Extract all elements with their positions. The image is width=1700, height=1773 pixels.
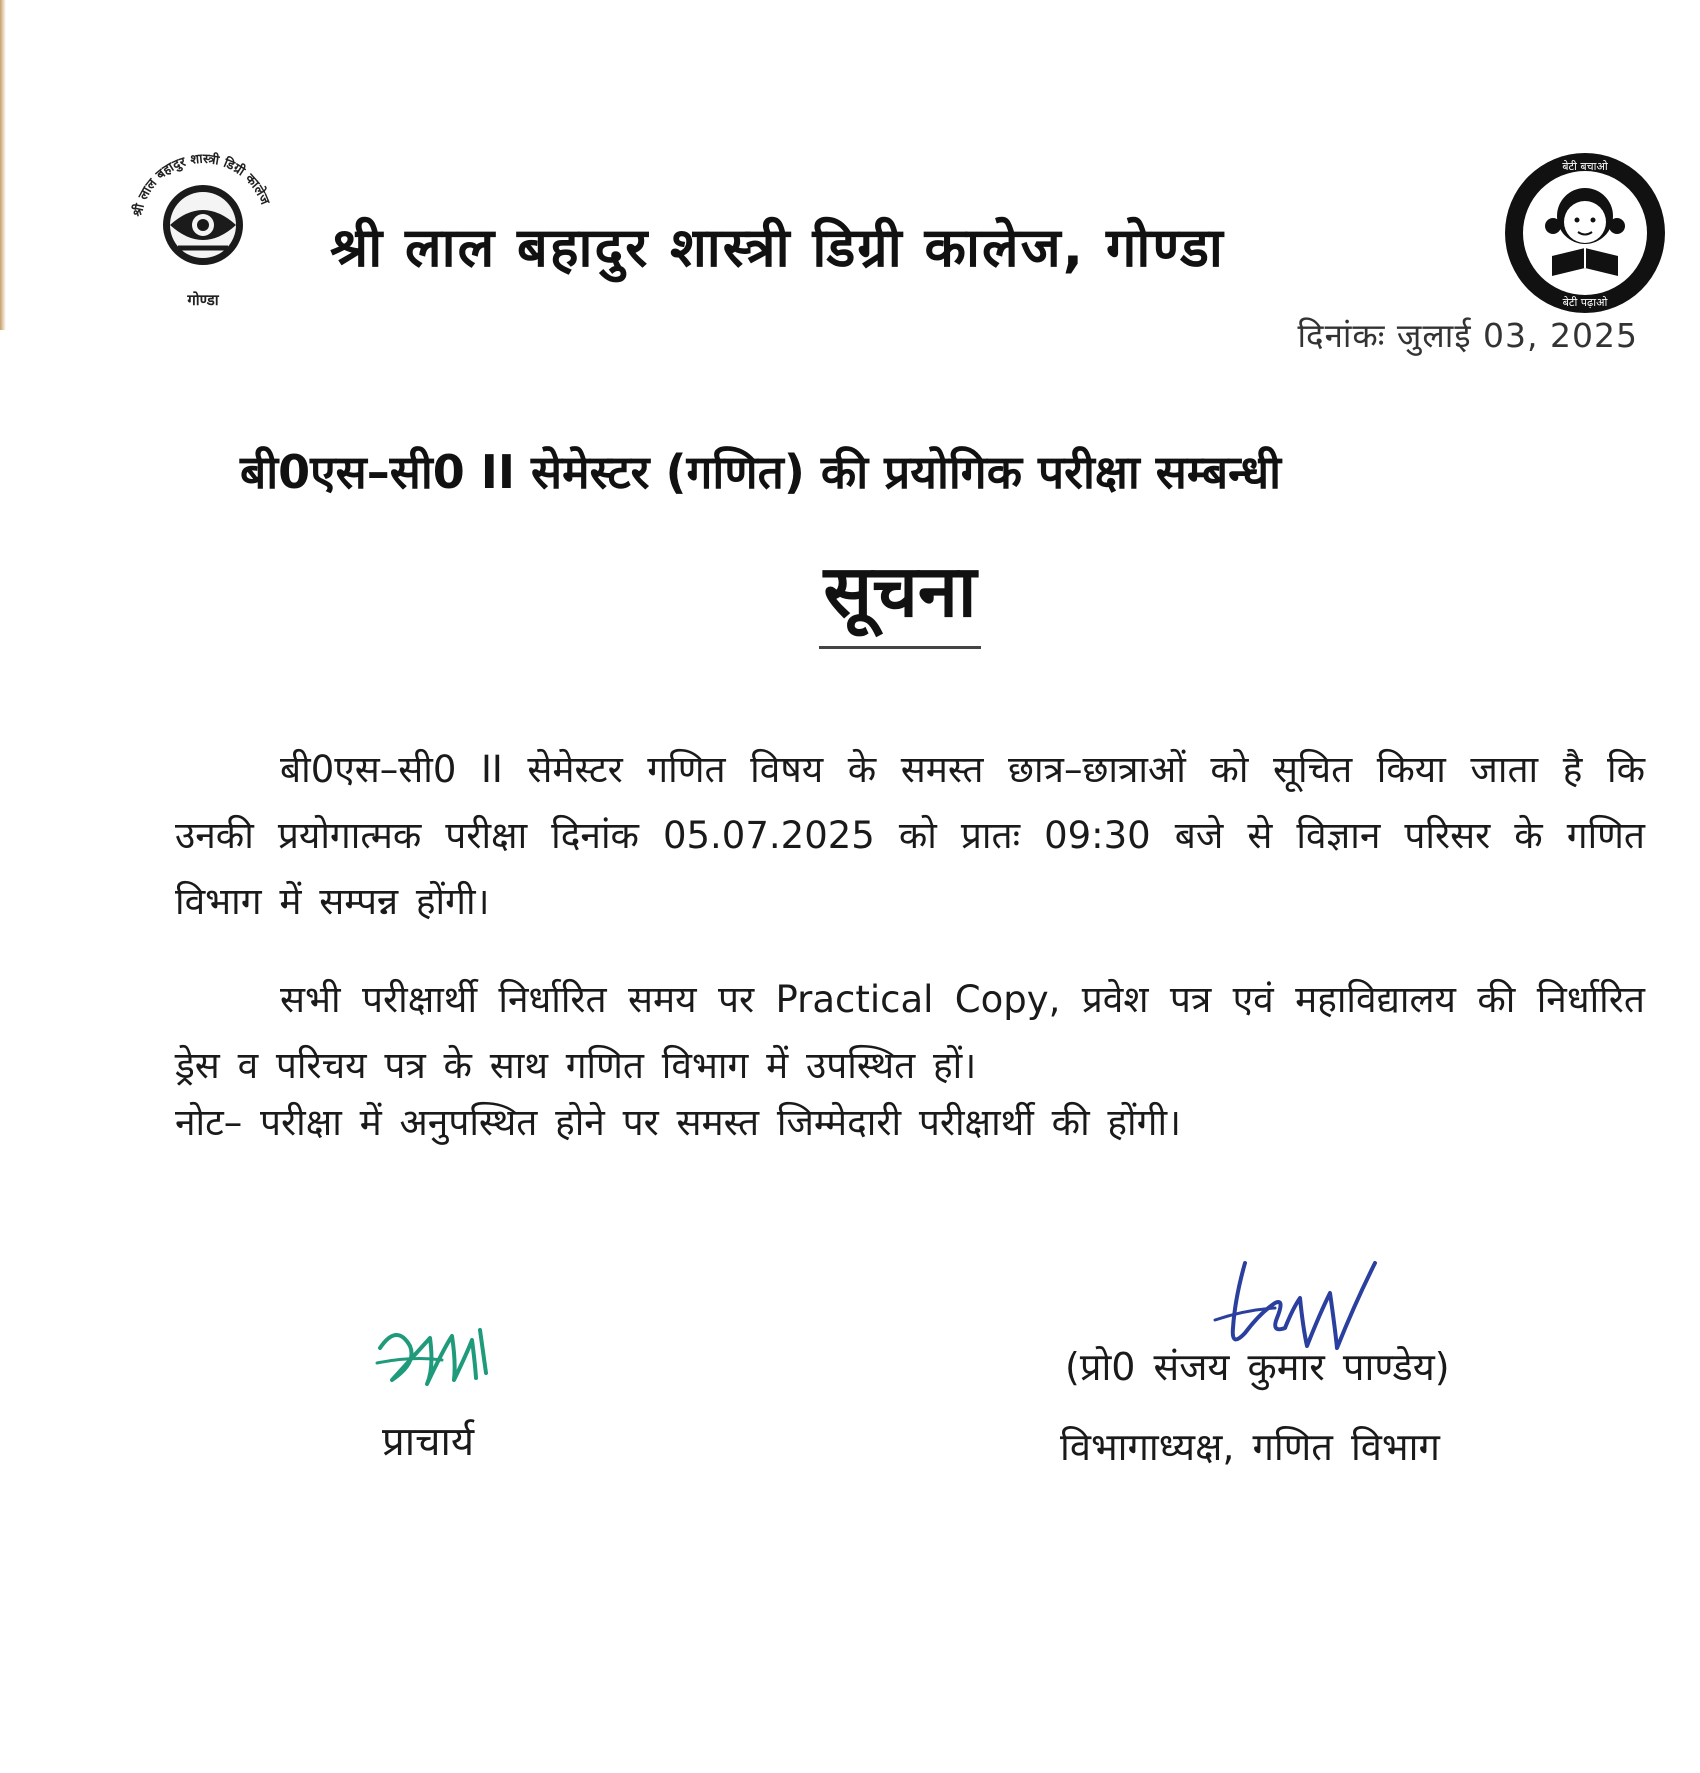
emblem-ring-text: श्री लाल बहादुर शास्त्री डिग्री कालेज: [130, 151, 273, 219]
notice-subject: बी0एस–सी0 II सेमेस्टर (गणित) की प्रयोगिक परीक्षा सम्बन्धी: [240, 445, 1282, 499]
green-signature-icon: [372, 1318, 497, 1393]
principal-title: प्राचार्य: [382, 1419, 475, 1465]
college-emblem-icon: [118, 140, 288, 310]
notice-title-text: सूचना: [819, 540, 980, 649]
notice-date: दिनांकः जुलाई 03, 2025: [1297, 316, 1638, 355]
hod-name: (प्रो0 संजय कुमार पाण्डेय): [1065, 1345, 1450, 1389]
logo-top-text: बेटी बचाओ: [1562, 160, 1608, 173]
hod-title: विभागाध्यक्ष, गणित विभाग: [1060, 1425, 1440, 1469]
notice-paragraph-2: सभी परीक्षार्थी निर्धारित समय पर Practical Copy, प्रवेश पत्र एवं महाविद्यालय की निर्धारित ड्रेस व परिचय पत्र के साथ गणित विभाग में उपस्थित हों।: [175, 978, 1645, 1087]
college-name: श्री लाल बहादुर शास्त्री डिग्री कालेज, गोण्डा: [330, 216, 1225, 279]
notice-title: [0, 540, 1700, 649]
notice-paragraph-1: बी0एस–सी0 II सेमेस्टर गणित विषय के समस्त छात्र–छात्राओं को सूचित किया जाता है कि उनकी प्रयोगात्मक परीक्षा दिनांक 05.07.2025 को प्रातः 09:30 बजे से विज्ञान परिसर के गणित विभाग में सम्पन्न होंगी।: [175, 748, 1645, 923]
beti-bachao-beti-padhao-logo-icon: [1500, 148, 1670, 318]
logo-bottom-text: बेटी पढ़ाओ: [1562, 296, 1608, 309]
page-edge-shadow: [0, 0, 6, 330]
emblem-bottom-text: गोण्डा: [187, 291, 219, 309]
notice-note: नोट– परीक्षा में अनुपस्थित होने पर समस्त जिम्मेदारी परीक्षार्थी की होंगी।: [175, 1101, 1182, 1144]
